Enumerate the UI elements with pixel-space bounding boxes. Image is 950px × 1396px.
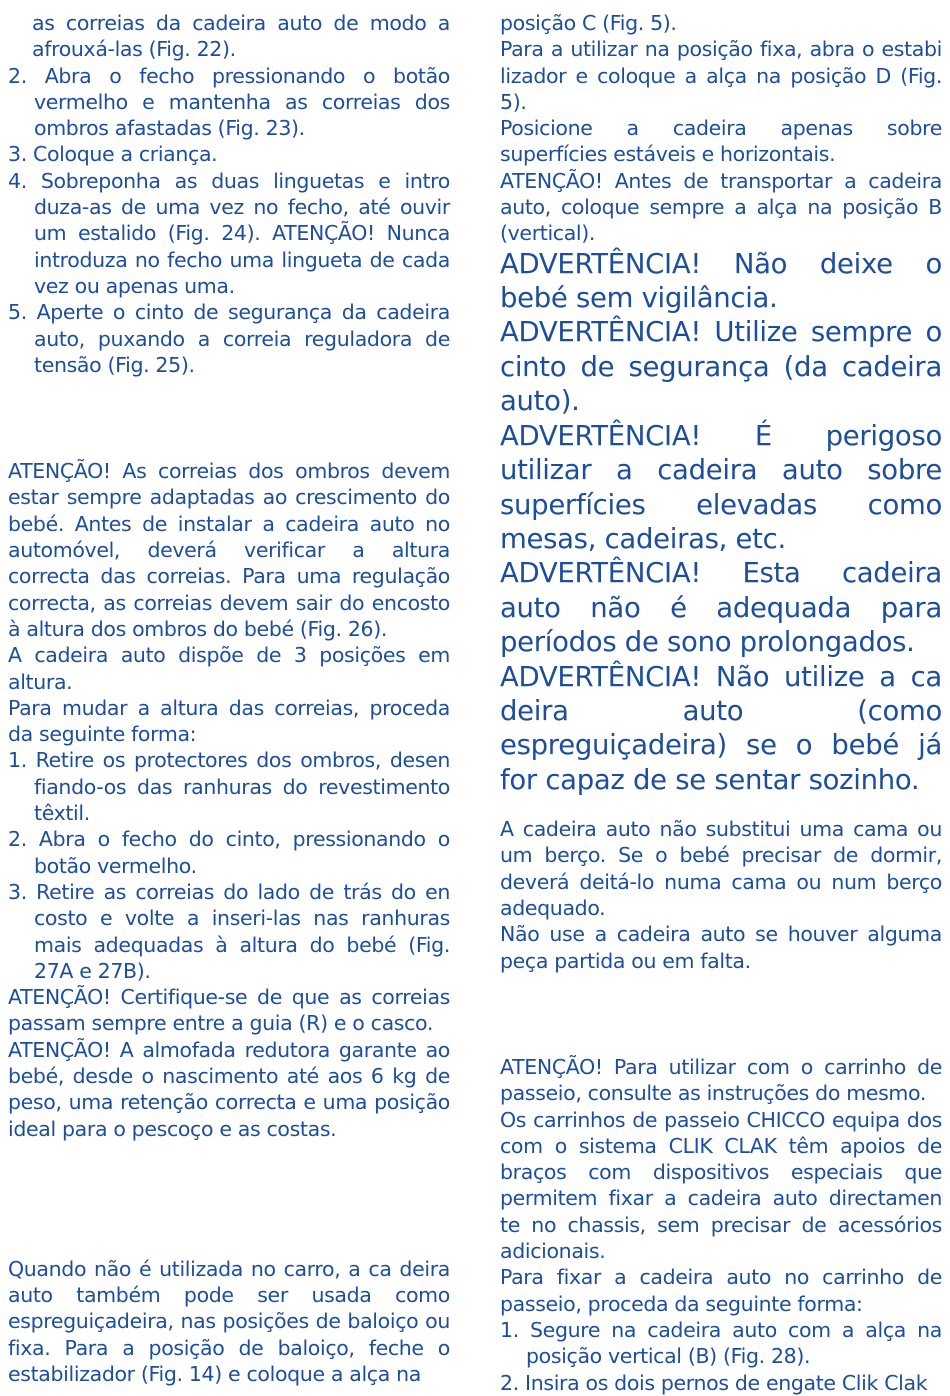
attention-transport: ATENÇÃO! Antes de transportar a cadeira auto, coloque sempre a alça na posição B (vertical).: [500, 168, 942, 246]
stroller-step-1: 1. Segure na cadeira auto com a alça na posição vertical (B) (Fig. 28).: [500, 1317, 942, 1369]
stroller-step-2: 2. Insira os dois pernos de engate Clik Clak: [500, 1370, 928, 1395]
step-4-insert-tongues: 4. Sobreponha as duas linguetas e intro duza-as de uma vez no fecho, até ouvir um estalido (Fig. 24). ATENÇÃO! Nunca introduza no fecho uma lingueta de cada vez ou apenas uma.: [8, 168, 450, 298]
fixed-position-text: Para a utilizar na posição fixa, abra o estabi lizador e coloque a alça na posição D (Fig. 5).: [500, 37, 942, 114]
height-step-2: 2. Abra o fecho do cinto, pressionando o botão vermelho.: [8, 827, 450, 878]
attention-stroller: ATENÇÃO! Para utilizar com o carrinho de passeio, consulte as instruções do mesmo.: [500, 1054, 942, 1106]
rocker-usage-text: Quando não é utilizada no carro, a ca deira auto também pode ser usada como espreguiçadeira, nas posições de baloiço ou fixa. Para a posição de baloiço, feche o estabilizador (Fig. 14) e coloque a alça na: [8, 1256, 450, 1387]
step-1-continuation: as correias da cadeira auto de modo a afrouxá-las (Fig. 22).: [32, 11, 450, 62]
height-step-1: 1. Retire os protectores dos ombros, desen fiando-os das ranhuras do revestimento têxtil.: [8, 748, 450, 826]
attention-cushion: ATENÇÃO! A almofada redutora garante ao bebé, desde o nascimento até aos 6 kg de peso, uma retenção correcta e uma posição ideal para o pescoço e as costas.: [8, 1037, 450, 1141]
change-height-intro: Para mudar a altura das correias, proceda da seguinte forma:: [8, 695, 450, 747]
clik-clak-info: Os carrinhos de passeio CHICCO equipa dos com o sistema CLIK CLAK têm apoios de braços com dispositivos especiais que permitem fixar a cadeira auto directamen te no chassis, sem precisar de acessórios adicionais.: [500, 1107, 942, 1264]
attention-shoulder-straps: ATENÇÃO! As correias dos ombros devem estar sempre adaptadas ao crescimento do bebé. Antes de instalar a cadeira auto no automóvel, deverá verificar a altura correcta das correias. Para uma regulação correcta, as correias devem sair do encosto à altura dos ombros do bebé (Fig. 26).: [8, 459, 450, 641]
fix-to-stroller-intro: Para fixar a cadeira auto no carrinho de passeio, proceda da seguinte forma:: [500, 1265, 942, 1316]
height-positions-info: A cadeira auto dispõe de 3 posições em altura.: [8, 643, 450, 694]
step-3-place-child: 3. Coloque a criança.: [8, 142, 218, 167]
warning-sleep: ADVERTÊNCIA! Esta cadeira auto não é adequada para períodos de sono prolongados.: [500, 557, 942, 659]
left-column: [8, 10, 450, 1387]
step-5-tighten-harness: 5. Aperte o cinto de segurança da cadeira auto, puxando a correia reguladora de tensão (Fig. 25).: [8, 300, 450, 377]
position-c-text: posição C (Fig. 5).: [500, 11, 677, 35]
attention-guide: ATENÇÃO! Certifique-se de que as correias passam sempre entre a guia (R) e o casco.: [8, 985, 450, 1036]
step-2-open-buckle: 2. Abra o fecho pressionando o botão vermelho e mantenha as correias dos ombros afastadas (Fig. 23).: [8, 63, 450, 141]
bed-note: A cadeira auto não substitui uma cama ou um berço. Se o bebé precisar de dormir, deverá deitá-lo numa cama ou num berço adequado.: [500, 817, 942, 921]
warning-elevated-surfaces: ADVERTÊNCIA! É perigoso utilizar a cadeira auto sobre superfícies elevadas como mesas, cadeiras, etc.: [500, 419, 942, 555]
stable-surfaces-text: Posicione a cadeira apenas sobre superfícies estáveis e horizontais.: [500, 116, 942, 167]
warning-supervision: ADVERTÊNCIA! Não deixe o bebé sem vigilância.: [500, 247, 942, 315]
warning-seat-belt: ADVERTÊNCIA! Utilize sempre o cinto de segurança (da cadeira auto).: [500, 316, 942, 418]
warning-sitting: ADVERTÊNCIA! Não utilize a ca deira auto (como espreguiçadeira) se o bebé já for capaz de se sentar sozinho.: [500, 660, 942, 796]
height-step-3: 3. Retire as correias do lado de trás do en costo e volte a inseri-las nas ranhuras mais adequadas à altura do bebé (Fig. 27A e 27B).: [8, 879, 450, 983]
broken-parts-note: Não use a cadeira auto se houver alguma peça partida ou em falta.: [500, 922, 942, 973]
right-column: [500, 10, 942, 1396]
